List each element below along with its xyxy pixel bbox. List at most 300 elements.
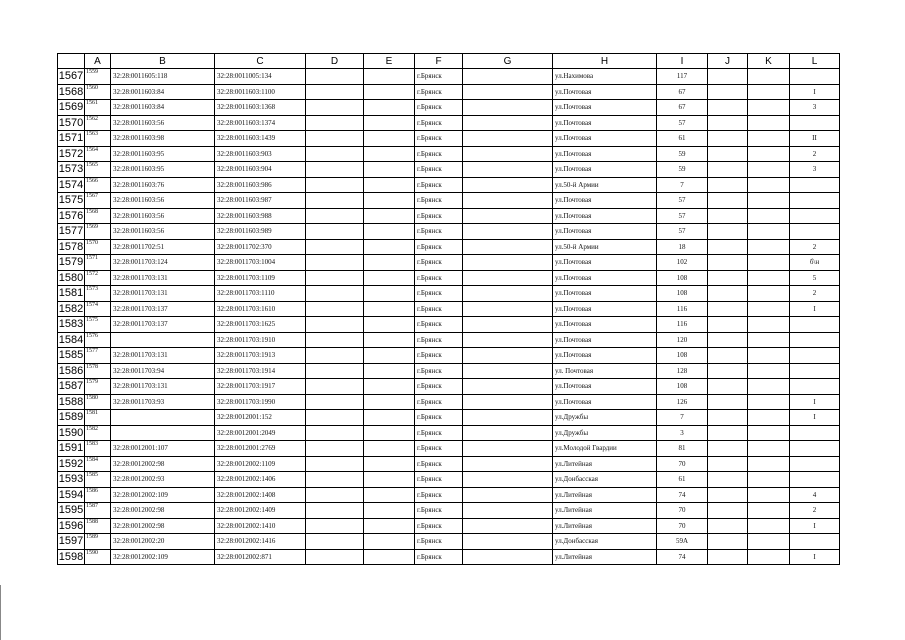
cell-j[interactable] [708, 84, 748, 100]
row-number[interactable]: 1584 [58, 333, 84, 346]
cell-d[interactable] [306, 472, 364, 488]
cell-f[interactable]: г.Брянск [415, 317, 463, 333]
cell-g[interactable] [463, 224, 553, 240]
cell-d[interactable] [306, 100, 364, 116]
cell-j[interactable] [708, 193, 748, 209]
cell-d[interactable] [306, 518, 364, 534]
cell-d[interactable] [306, 503, 364, 519]
cell-g[interactable] [463, 84, 553, 100]
cell-l[interactable] [790, 456, 840, 472]
cell-e[interactable] [364, 348, 415, 364]
cell-j[interactable] [708, 286, 748, 302]
cell-l[interactable]: 2 [790, 503, 840, 519]
column-header[interactable]: E [364, 54, 415, 69]
row-number[interactable]: 1595 [58, 504, 84, 517]
cell-f[interactable]: г.Брянск [415, 270, 463, 286]
row-number[interactable]: 1598 [58, 550, 84, 563]
cell-a[interactable]: 1570 [85, 239, 111, 255]
cell-f[interactable]: г.Брянск [415, 131, 463, 147]
cell-i[interactable]: 117 [657, 69, 708, 85]
cell-h[interactable]: ул.Почтовая [553, 100, 657, 116]
cell-l[interactable] [790, 177, 840, 193]
row-number[interactable]: 1574 [58, 178, 84, 191]
column-header[interactable]: A [85, 54, 111, 69]
cell-c[interactable]: 32:28:0011603:1439 [215, 131, 306, 147]
cell-b[interactable]: 32:28:0011603:56 [111, 193, 215, 209]
cell-d[interactable] [306, 69, 364, 85]
cell-h[interactable]: ул.Почтовая [553, 131, 657, 147]
cell-b[interactable]: 32:28:0011603:84 [111, 84, 215, 100]
cell-f[interactable]: г.Брянск [415, 363, 463, 379]
row-number[interactable]: 1596 [58, 519, 84, 532]
cell-b[interactable]: 32:28:0011703:137 [111, 301, 215, 317]
cell-g[interactable] [463, 100, 553, 116]
cell-e[interactable] [364, 317, 415, 333]
cell-d[interactable] [306, 208, 364, 224]
cell-b[interactable]: 32:28:0012002:20 [111, 534, 215, 550]
cell-a[interactable]: 1563 [85, 131, 111, 147]
cell-h[interactable]: ул.Почтовая [553, 332, 657, 348]
cell-l[interactable] [790, 472, 840, 488]
cell-j[interactable] [708, 441, 748, 457]
cell-d[interactable] [306, 425, 364, 441]
cell-b[interactable]: 32:28:0012001:107 [111, 441, 215, 457]
cell-b[interactable]: 32:28:0011603:56 [111, 115, 215, 131]
cell-h[interactable]: ул.Почтовая [553, 394, 657, 410]
cell-j[interactable] [708, 177, 748, 193]
cell-e[interactable] [364, 208, 415, 224]
cell-j[interactable] [708, 224, 748, 240]
cell-a[interactable]: 1566 [85, 177, 111, 193]
cell-l[interactable]: 3 [790, 162, 840, 178]
cell-d[interactable] [306, 115, 364, 131]
cell-h[interactable]: ул.Почтовая [553, 146, 657, 162]
cell-k[interactable] [748, 456, 790, 472]
cell-j[interactable] [708, 115, 748, 131]
cell-b[interactable]: 32:28:0012002:98 [111, 518, 215, 534]
cell-d[interactable] [306, 456, 364, 472]
cell-e[interactable] [364, 425, 415, 441]
cell-j[interactable] [708, 472, 748, 488]
cell-h[interactable]: ул.Нахимова [553, 69, 657, 85]
row-number[interactable]: 1586 [58, 364, 84, 377]
cell-f[interactable]: г.Брянск [415, 472, 463, 488]
cell-d[interactable] [306, 193, 364, 209]
cell-e[interactable] [364, 270, 415, 286]
cell-f[interactable]: г.Брянск [415, 549, 463, 565]
cell-k[interactable] [748, 286, 790, 302]
cell-h[interactable]: ул. Почтовая [553, 363, 657, 379]
cell-i[interactable]: 67 [657, 84, 708, 100]
cell-k[interactable] [748, 69, 790, 85]
column-header[interactable]: F [415, 54, 463, 69]
cell-a[interactable]: 1576 [85, 332, 111, 348]
cell-f[interactable]: г.Брянск [415, 503, 463, 519]
cell-a[interactable]: 1580 [85, 394, 111, 410]
cell-h[interactable]: ул.Почтовая [553, 162, 657, 178]
cell-e[interactable] [364, 549, 415, 565]
row-number[interactable]: 1588 [58, 395, 84, 408]
cell-e[interactable] [364, 224, 415, 240]
cell-e[interactable] [364, 131, 415, 147]
cell-c[interactable]: 32:28:0011702:370 [215, 239, 306, 255]
cell-f[interactable]: г.Брянск [415, 255, 463, 271]
cell-k[interactable] [748, 441, 790, 457]
cell-e[interactable] [364, 332, 415, 348]
cell-h[interactable]: ул.Почтовая [553, 224, 657, 240]
cell-h[interactable]: ул.Почтовая [553, 317, 657, 333]
column-header[interactable]: G [463, 54, 553, 69]
cell-b[interactable]: 32:28:0011703:131 [111, 379, 215, 395]
cell-l[interactable] [790, 425, 840, 441]
cell-g[interactable] [463, 518, 553, 534]
cell-k[interactable] [748, 348, 790, 364]
cell-f[interactable]: г.Брянск [415, 162, 463, 178]
row-number[interactable]: 1579 [58, 256, 84, 269]
cell-d[interactable] [306, 348, 364, 364]
row-number[interactable]: 1578 [58, 240, 84, 253]
cell-g[interactable] [463, 317, 553, 333]
cell-b[interactable]: 32:28:0012002:109 [111, 487, 215, 503]
cell-g[interactable] [463, 472, 553, 488]
cell-d[interactable] [306, 410, 364, 426]
cell-b[interactable]: 32:28:0011702:51 [111, 239, 215, 255]
cell-l[interactable] [790, 332, 840, 348]
cell-c[interactable]: 32:28:0011703:1913 [215, 348, 306, 364]
cell-k[interactable] [748, 534, 790, 550]
cell-a[interactable]: 1562 [85, 115, 111, 131]
cell-d[interactable] [306, 301, 364, 317]
cell-l[interactable] [790, 534, 840, 550]
cell-g[interactable] [463, 332, 553, 348]
cell-a[interactable]: 1589 [85, 534, 111, 550]
cell-b[interactable]: 32:28:0012002:109 [111, 549, 215, 565]
cell-h[interactable]: ул.50-й Армии [553, 239, 657, 255]
cell-f[interactable]: г.Брянск [415, 348, 463, 364]
cell-e[interactable] [364, 162, 415, 178]
cell-i[interactable]: 70 [657, 456, 708, 472]
cell-g[interactable] [463, 363, 553, 379]
row-number[interactable]: 1567 [58, 70, 84, 83]
cell-k[interactable] [748, 549, 790, 565]
cell-k[interactable] [748, 425, 790, 441]
row-number[interactable]: 1587 [58, 380, 84, 393]
cell-k[interactable] [748, 410, 790, 426]
cell-j[interactable] [708, 146, 748, 162]
cell-b[interactable]: 32:28:0011703:131 [111, 286, 215, 302]
column-header[interactable]: B [111, 54, 215, 69]
cell-k[interactable] [748, 379, 790, 395]
row-number[interactable]: 1585 [58, 349, 84, 362]
cell-f[interactable]: г.Брянск [415, 394, 463, 410]
cell-c[interactable]: 32:28:0011703:1990 [215, 394, 306, 410]
cell-a[interactable]: 1569 [85, 224, 111, 240]
cell-d[interactable] [306, 84, 364, 100]
cell-i[interactable]: 116 [657, 317, 708, 333]
cell-e[interactable] [364, 534, 415, 550]
cell-b[interactable]: 32:28:0011603:56 [111, 208, 215, 224]
cell-i[interactable]: 74 [657, 487, 708, 503]
cell-h[interactable]: ул.Почтовая [553, 255, 657, 271]
row-number[interactable]: 1594 [58, 488, 84, 501]
cell-l[interactable] [790, 441, 840, 457]
cell-e[interactable] [364, 518, 415, 534]
cell-i[interactable]: 74 [657, 549, 708, 565]
cell-e[interactable] [364, 487, 415, 503]
cell-g[interactable] [463, 487, 553, 503]
row-number[interactable]: 1572 [58, 147, 84, 160]
cell-g[interactable] [463, 208, 553, 224]
cell-g[interactable] [463, 131, 553, 147]
cell-b[interactable]: 32:28:0011703:93 [111, 394, 215, 410]
cell-f[interactable]: г.Брянск [415, 84, 463, 100]
row-number[interactable]: 1569 [58, 101, 84, 114]
cell-b[interactable]: 32:28:0011603:95 [111, 162, 215, 178]
cell-i[interactable]: 67 [657, 100, 708, 116]
cell-k[interactable] [748, 224, 790, 240]
cell-l[interactable] [790, 193, 840, 209]
column-header[interactable]: C [215, 54, 306, 69]
cell-j[interactable] [708, 162, 748, 178]
column-header[interactable]: L [790, 54, 840, 69]
cell-j[interactable] [708, 131, 748, 147]
cell-k[interactable] [748, 317, 790, 333]
cell-h[interactable]: ул.Почтовая [553, 84, 657, 100]
cell-c[interactable]: 32:28:0012002:1410 [215, 518, 306, 534]
cell-e[interactable] [364, 69, 415, 85]
cell-c[interactable]: 32:28:0012001:2049 [215, 425, 306, 441]
cell-h[interactable]: ул.Почтовая [553, 348, 657, 364]
cell-d[interactable] [306, 286, 364, 302]
cell-d[interactable] [306, 441, 364, 457]
cell-j[interactable] [708, 394, 748, 410]
cell-k[interactable] [748, 239, 790, 255]
row-number[interactable]: 1582 [58, 302, 84, 315]
cell-c[interactable]: 32:28:0011703:1910 [215, 332, 306, 348]
cell-k[interactable] [748, 301, 790, 317]
cell-e[interactable] [364, 146, 415, 162]
cell-g[interactable] [463, 69, 553, 85]
cell-k[interactable] [748, 131, 790, 147]
cell-l[interactable] [790, 224, 840, 240]
cell-d[interactable] [306, 394, 364, 410]
cell-a[interactable]: 1575 [85, 317, 111, 333]
cell-f[interactable]: г.Брянск [415, 332, 463, 348]
cell-c[interactable]: 32:28:0012002:1408 [215, 487, 306, 503]
cell-l[interactable]: 4 [790, 487, 840, 503]
cell-g[interactable] [463, 193, 553, 209]
cell-i[interactable]: 57 [657, 115, 708, 131]
cell-d[interactable] [306, 131, 364, 147]
row-number[interactable]: 1593 [58, 473, 84, 486]
cell-h[interactable]: ул.Литейная [553, 549, 657, 565]
cell-k[interactable] [748, 363, 790, 379]
cell-h[interactable]: ул.Почтовая [553, 286, 657, 302]
cell-f[interactable]: г.Брянск [415, 534, 463, 550]
cell-b[interactable]: 32:28:0011703:94 [111, 363, 215, 379]
cell-k[interactable] [748, 255, 790, 271]
cell-f[interactable]: г.Брянск [415, 425, 463, 441]
cell-c[interactable]: 32:28:0011703:1004 [215, 255, 306, 271]
cell-c[interactable]: 32:28:0011603:1374 [215, 115, 306, 131]
cell-g[interactable] [463, 534, 553, 550]
cell-i[interactable]: 128 [657, 363, 708, 379]
cell-g[interactable] [463, 456, 553, 472]
row-number[interactable]: 1591 [58, 442, 84, 455]
cell-f[interactable]: г.Брянск [415, 224, 463, 240]
cell-e[interactable] [364, 177, 415, 193]
cell-b[interactable] [111, 410, 215, 426]
cell-d[interactable] [306, 146, 364, 162]
cell-h[interactable]: ул.Почтовая [553, 193, 657, 209]
cell-e[interactable] [364, 286, 415, 302]
cell-d[interactable] [306, 332, 364, 348]
cell-c[interactable]: 32:28:0011603:989 [215, 224, 306, 240]
cell-i[interactable]: 81 [657, 441, 708, 457]
cell-a[interactable]: 1585 [85, 472, 111, 488]
cell-i[interactable]: 59 [657, 162, 708, 178]
cell-l[interactable]: I [790, 394, 840, 410]
cell-h[interactable]: ул.Молодой Гвардии [553, 441, 657, 457]
column-header[interactable]: K [748, 54, 790, 69]
cell-h[interactable]: ул.Почтовая [553, 379, 657, 395]
cell-i[interactable]: 57 [657, 208, 708, 224]
cell-b[interactable]: 32:28:0011703:131 [111, 348, 215, 364]
cell-f[interactable]: г.Брянск [415, 193, 463, 209]
cell-l[interactable]: 2 [790, 286, 840, 302]
cell-f[interactable]: г.Брянск [415, 286, 463, 302]
cell-e[interactable] [364, 115, 415, 131]
cell-g[interactable] [463, 348, 553, 364]
cell-f[interactable]: г.Брянск [415, 100, 463, 116]
cell-b[interactable]: 32:28:0011605:118 [111, 69, 215, 85]
cell-k[interactable] [748, 115, 790, 131]
cell-l[interactable] [790, 317, 840, 333]
row-number[interactable]: 1592 [58, 457, 84, 470]
cell-h[interactable]: ул.50-й Армии [553, 177, 657, 193]
cell-f[interactable]: г.Брянск [415, 115, 463, 131]
cell-a[interactable]: 1586 [85, 487, 111, 503]
cell-g[interactable] [463, 379, 553, 395]
cell-g[interactable] [463, 549, 553, 565]
cell-l[interactable]: II [790, 131, 840, 147]
cell-a[interactable]: 1567 [85, 193, 111, 209]
cell-k[interactable] [748, 503, 790, 519]
column-header[interactable]: I [657, 54, 708, 69]
cell-e[interactable] [364, 456, 415, 472]
cell-j[interactable] [708, 301, 748, 317]
cell-l[interactable]: б\н [790, 255, 840, 271]
cell-f[interactable]: г.Брянск [415, 379, 463, 395]
cell-h[interactable]: ул.Литейная [553, 487, 657, 503]
cell-h[interactable]: ул.Дружбы [553, 425, 657, 441]
cell-f[interactable]: г.Брянск [415, 69, 463, 85]
cell-b[interactable]: 32:28:0011603:76 [111, 177, 215, 193]
cell-j[interactable] [708, 100, 748, 116]
cell-c[interactable]: 32:28:0011603:988 [215, 208, 306, 224]
cell-a[interactable]: 1583 [85, 441, 111, 457]
cell-j[interactable] [708, 487, 748, 503]
cell-a[interactable]: 1588 [85, 518, 111, 534]
cell-b[interactable]: 32:28:0011603:98 [111, 131, 215, 147]
row-number[interactable]: 1581 [58, 287, 84, 300]
cell-c[interactable]: 32:28:0011703:1109 [215, 270, 306, 286]
cell-i[interactable]: 57 [657, 224, 708, 240]
cell-g[interactable] [463, 239, 553, 255]
cell-c[interactable]: 32:28:0011703:1625 [215, 317, 306, 333]
cell-j[interactable] [708, 69, 748, 85]
row-number[interactable]: 1577 [58, 225, 84, 238]
cell-k[interactable] [748, 518, 790, 534]
cell-j[interactable] [708, 332, 748, 348]
cell-j[interactable] [708, 239, 748, 255]
cell-l[interactable]: I [790, 518, 840, 534]
cell-i[interactable]: 116 [657, 301, 708, 317]
cell-h[interactable]: ул.Литейная [553, 456, 657, 472]
cell-h[interactable]: ул.Литейная [553, 503, 657, 519]
cell-g[interactable] [463, 441, 553, 457]
cell-k[interactable] [748, 162, 790, 178]
cell-a[interactable]: 1581 [85, 410, 111, 426]
cell-a[interactable]: 1584 [85, 456, 111, 472]
cell-a[interactable]: 1559 [85, 69, 111, 85]
cell-c[interactable]: 32:28:0011603:987 [215, 193, 306, 209]
cell-c[interactable]: 32:28:0012002:871 [215, 549, 306, 565]
cell-e[interactable] [364, 193, 415, 209]
column-header[interactable]: D [306, 54, 364, 69]
cell-a[interactable]: 1578 [85, 363, 111, 379]
cell-l[interactable] [790, 69, 840, 85]
cell-c[interactable]: 32:28:0011703:1610 [215, 301, 306, 317]
cell-d[interactable] [306, 224, 364, 240]
cell-e[interactable] [364, 410, 415, 426]
row-number[interactable]: 1568 [58, 85, 84, 98]
cell-j[interactable] [708, 456, 748, 472]
cell-l[interactable] [790, 379, 840, 395]
cell-l[interactable]: I [790, 410, 840, 426]
cell-b[interactable] [111, 425, 215, 441]
cell-k[interactable] [748, 100, 790, 116]
row-number[interactable]: 1576 [58, 209, 84, 222]
cell-l[interactable]: I [790, 84, 840, 100]
cell-h[interactable]: ул.Литейная [553, 518, 657, 534]
cell-a[interactable]: 1561 [85, 100, 111, 116]
cell-e[interactable] [364, 379, 415, 395]
column-header[interactable]: J [708, 54, 748, 69]
cell-k[interactable] [748, 208, 790, 224]
cell-a[interactable]: 1590 [85, 549, 111, 565]
cell-b[interactable]: 32:28:0011703:124 [111, 255, 215, 271]
cell-a[interactable]: 1565 [85, 162, 111, 178]
cell-c[interactable]: 32:28:0011703:1914 [215, 363, 306, 379]
column-header[interactable]: H [553, 54, 657, 69]
cell-a[interactable]: 1577 [85, 348, 111, 364]
cell-g[interactable] [463, 270, 553, 286]
cell-c[interactable]: 32:28:0011703:1917 [215, 379, 306, 395]
cell-k[interactable] [748, 332, 790, 348]
cell-c[interactable]: 32:28:0012002:1109 [215, 456, 306, 472]
cell-j[interactable] [708, 363, 748, 379]
cell-i[interactable]: 59 [657, 146, 708, 162]
cell-k[interactable] [748, 84, 790, 100]
cell-j[interactable] [708, 549, 748, 565]
cell-c[interactable]: 32:28:0012001:152 [215, 410, 306, 426]
cell-g[interactable] [463, 162, 553, 178]
row-number[interactable]: 1571 [58, 132, 84, 145]
cell-h[interactable]: ул.Дружбы [553, 410, 657, 426]
cell-h[interactable]: ул.Почтовая [553, 115, 657, 131]
cell-k[interactable] [748, 487, 790, 503]
